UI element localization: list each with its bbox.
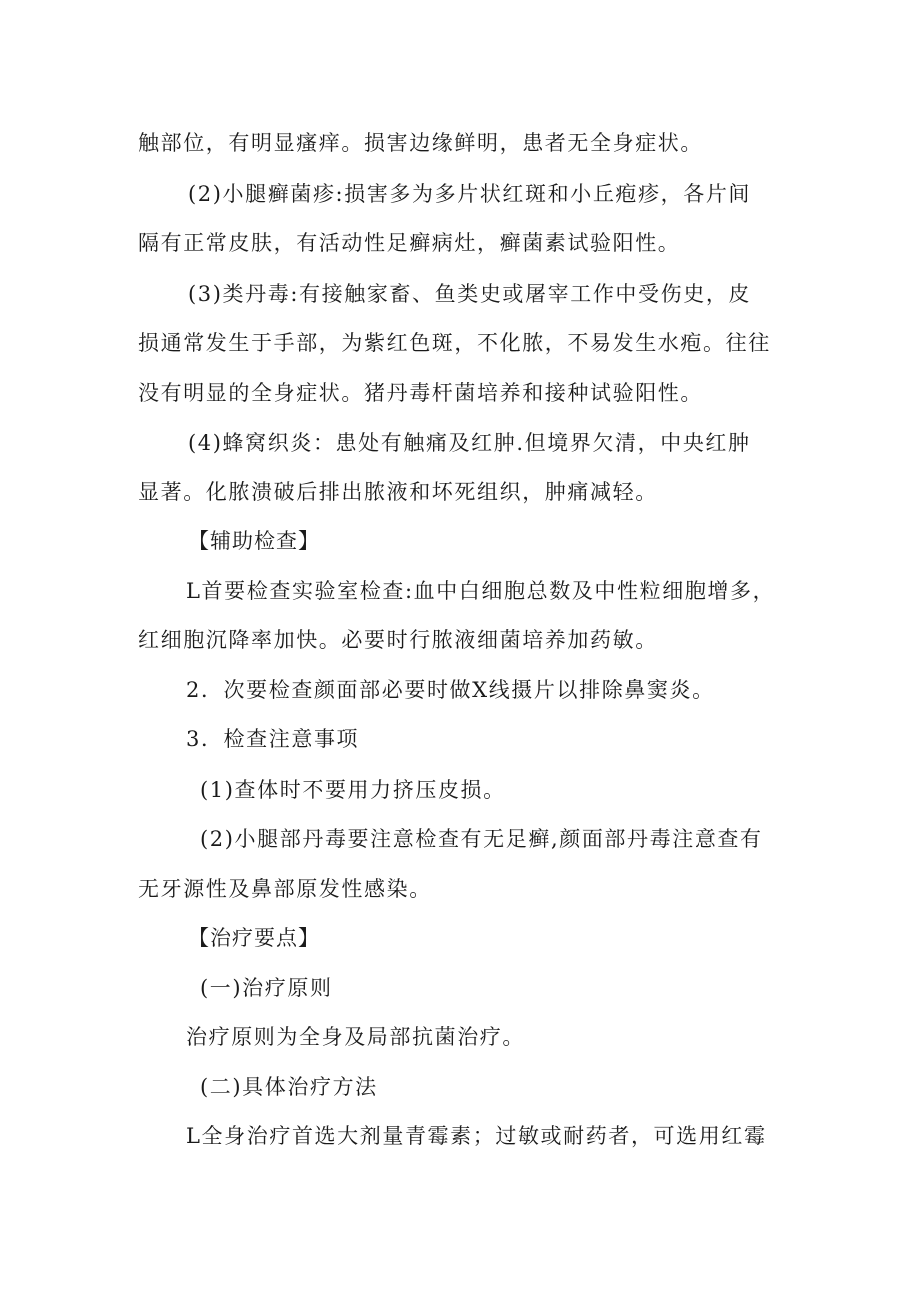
paragraph-line: L全身治疗首选大剂量青霉素；过敏或耐药者，可选用红霉 bbox=[186, 1124, 767, 1148]
paragraph-line: (2)小腿癣菌疹:损害多为多片状红斑和小丘疱疹，各片间 bbox=[188, 182, 752, 206]
paragraph-line: (1)查体时不要用力挤压皮损。 bbox=[200, 778, 506, 802]
paragraph-line: (3)类丹毒:有接触家畜、鱼类史或屠宰工作中受伤史，皮 bbox=[188, 282, 752, 306]
paragraph-line: (2)小腿部丹毒要注意检查有无足癣,颜面部丹毒注意查有 bbox=[200, 827, 763, 851]
section-heading: 【辅助检查】 bbox=[188, 529, 320, 553]
paragraph-line: 损通常发生于手部，为紫红色斑，不化脓，不易发生水疱。往往 bbox=[138, 331, 771, 355]
section-heading: 【治疗要点】 bbox=[188, 926, 320, 950]
paragraph-line: 隔有正常皮肤，有活动性足癣病灶，癣菌素试验阳性。 bbox=[138, 231, 681, 255]
paragraph-line: 2．次要检查颜面部必要时做X线摄片以排除鼻窦炎。 bbox=[186, 678, 715, 702]
paragraph-line: 没有明显的全身症状。猪丹毒杆菌培养和接种试验阳性。 bbox=[138, 381, 703, 405]
paragraph-line: 触部位，有明显瘙痒。损害边缘鲜明，患者无全身症状。 bbox=[138, 131, 703, 155]
paragraph-line: 3．检查注意事项 bbox=[186, 727, 360, 751]
paragraph-line: 无牙源性及鼻部原发性感染。 bbox=[138, 877, 432, 901]
paragraph-line: 红细胞沉降率加快。必要时行脓液细菌培养加药敏。 bbox=[138, 628, 658, 652]
paragraph-line: 显著。化脓溃破后排出脓液和坏死组织，肿痛减轻。 bbox=[138, 480, 658, 504]
paragraph-line: (二)具体治疗方法 bbox=[200, 1075, 378, 1099]
paragraph-line: L首要检查实验室检查:血中白细胞总数及中性粒细胞增多， bbox=[186, 579, 776, 603]
paragraph-line: 治疗原则为全身及局部抗菌治疗。 bbox=[186, 1025, 525, 1049]
paragraph-line: (一)治疗原则 bbox=[200, 976, 333, 1000]
paragraph-line: (4)蜂窝织炎：患处有触痛及红肿.但境界欠清，中央红肿 bbox=[188, 431, 751, 455]
